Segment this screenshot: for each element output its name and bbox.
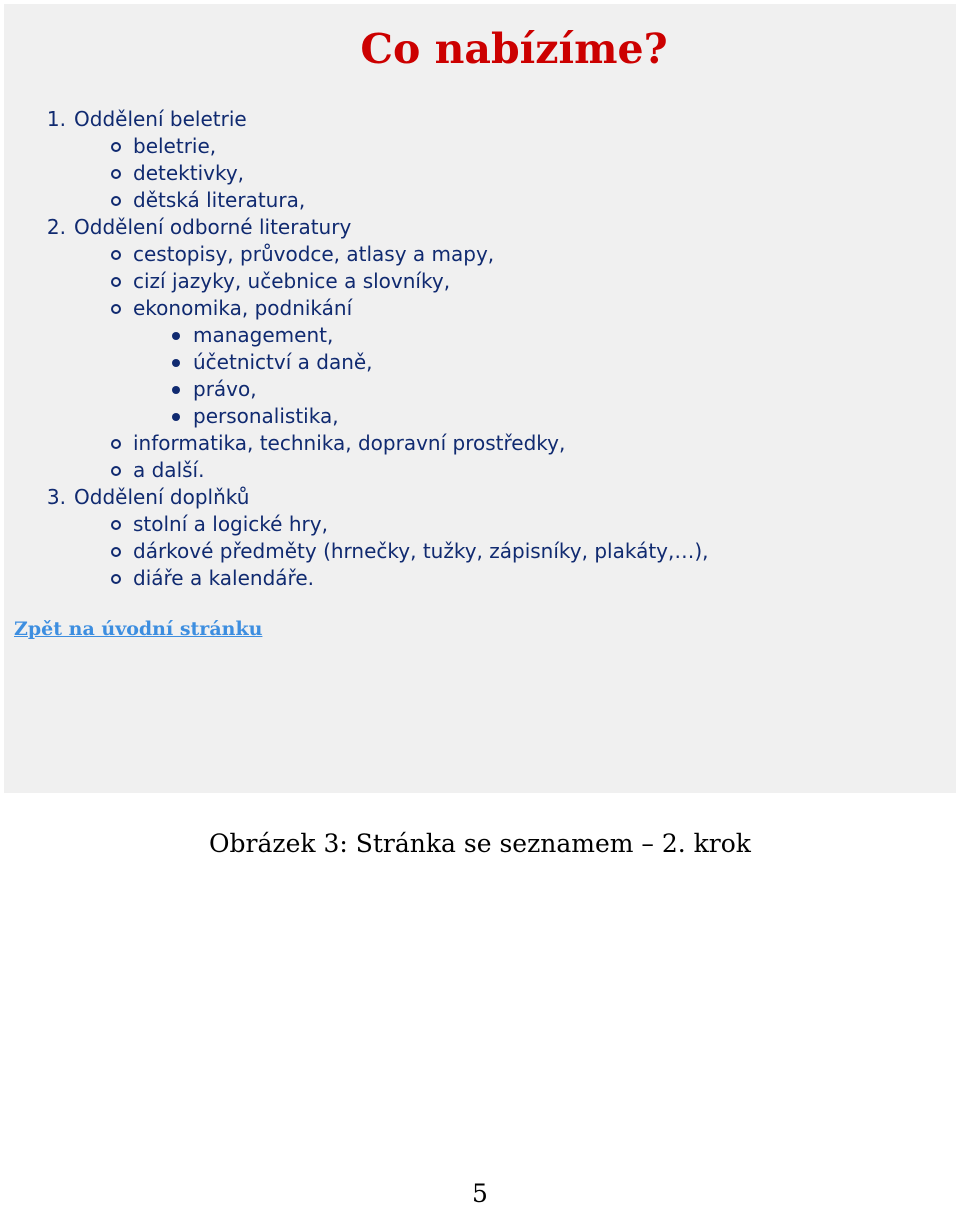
page-screenshot xyxy=(4,4,956,793)
sub-list-item xyxy=(4,403,904,430)
section-beletrie xyxy=(4,106,904,133)
list-item-label: cizí jazyky, učebnice a slovníky, xyxy=(133,269,451,293)
figure-caption: Obrázek 3: Stránka se seznamem – 2. krok xyxy=(209,829,751,858)
list-item-label: cestopisy, průvodce, atlasy a mapy, xyxy=(133,242,495,266)
list-item-label: stolní a logické hry, xyxy=(133,512,328,536)
circle-bullet-icon xyxy=(111,142,121,152)
list-item-label: ekonomika, podnikání xyxy=(133,296,353,320)
circle-bullet-icon xyxy=(111,196,121,206)
disc-bullet-icon xyxy=(172,332,180,340)
list-item-label: právo, xyxy=(193,377,257,401)
list-item-label: personalistika, xyxy=(193,404,339,428)
list-item xyxy=(4,268,904,295)
back-to-home-link[interactable]: Zpět na úvodní stránku xyxy=(14,618,263,640)
list-item xyxy=(4,295,904,322)
section-doplnky xyxy=(4,484,904,511)
sub-list-item xyxy=(4,376,904,403)
circle-bullet-icon xyxy=(111,250,121,260)
section-odborna-literatura xyxy=(4,214,904,241)
page-number: 5 xyxy=(472,1179,488,1208)
list-item xyxy=(4,511,904,538)
list-item xyxy=(4,430,904,457)
disc-bullet-icon xyxy=(172,386,180,394)
list-item xyxy=(4,241,904,268)
list-item xyxy=(4,457,904,484)
circle-bullet-icon xyxy=(111,169,121,179)
circle-bullet-icon xyxy=(111,304,121,314)
section-label: Oddělení odborné literatury xyxy=(74,215,352,239)
sub-list-item xyxy=(4,349,904,376)
sub-list-item xyxy=(4,322,904,349)
list-item-label: diáře a kalendáře. xyxy=(133,566,314,590)
list-item-label: detektivky, xyxy=(133,161,245,185)
section-number: 1. xyxy=(46,107,66,131)
circle-bullet-icon xyxy=(111,277,121,287)
circle-bullet-icon xyxy=(111,520,121,530)
list-item-label: informatika, technika, dopravní prostředky, xyxy=(133,431,566,455)
offer-list xyxy=(4,106,904,592)
circle-bullet-icon xyxy=(111,574,121,584)
circle-bullet-icon xyxy=(111,466,121,476)
circle-bullet-icon xyxy=(111,547,121,557)
section-label: Oddělení doplňků xyxy=(74,485,250,509)
section-label: Oddělení beletrie xyxy=(74,107,247,131)
list-item xyxy=(4,160,904,187)
list-item-label: management, xyxy=(193,323,334,347)
page-title: Co nabízíme? xyxy=(360,25,668,73)
disc-bullet-icon xyxy=(172,413,180,421)
list-item-label: beletrie, xyxy=(133,134,217,158)
circle-bullet-icon xyxy=(111,439,121,449)
list-item-label: dětská literatura, xyxy=(133,188,306,212)
list-item xyxy=(4,187,904,214)
list-item-label: dárkové předměty (hrnečky, tužky, zápisníky, plakáty,…), xyxy=(133,539,709,563)
list-item-label: a další. xyxy=(133,458,205,482)
section-number: 3. xyxy=(46,485,66,509)
list-item xyxy=(4,133,904,160)
list-item xyxy=(4,565,904,592)
disc-bullet-icon xyxy=(172,359,180,367)
section-number: 2. xyxy=(46,215,66,239)
list-item-label: účetnictví a daně, xyxy=(193,350,373,374)
list-item xyxy=(4,538,904,565)
